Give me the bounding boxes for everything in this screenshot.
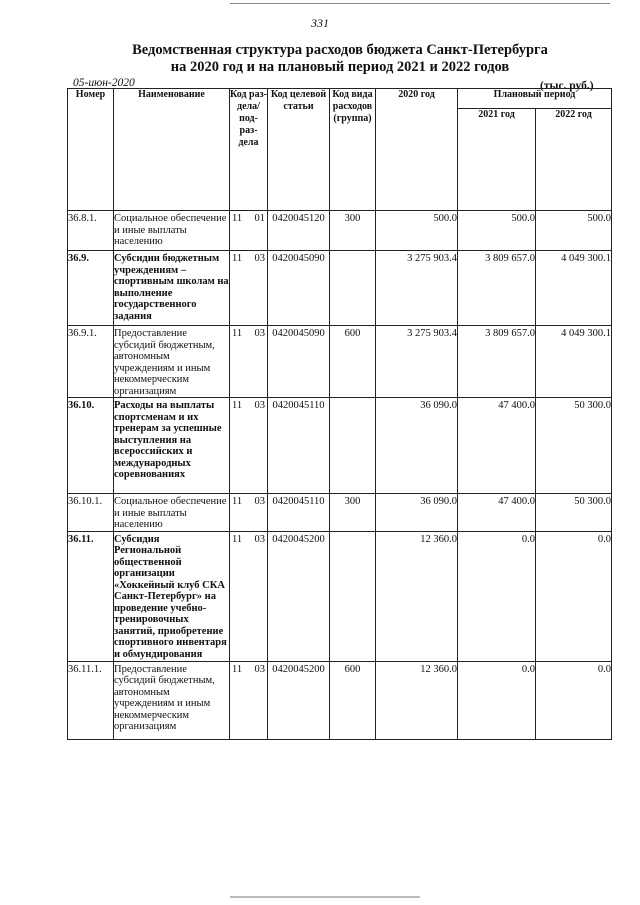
row-subsection: 03: [254, 496, 265, 507]
row-amount-2021: 0.0: [458, 531, 536, 661]
units-label: (тыс. руб.): [540, 80, 594, 92]
row-name: Социальное обеспечение и иные выплаты населению: [114, 494, 230, 532]
row-expense-group: [330, 398, 376, 494]
row-target-code: 0420045090: [268, 326, 330, 398]
row-amount-2021: 47 400.0: [458, 398, 536, 494]
row-number: 36.10.1.: [68, 494, 114, 532]
row-number: 36.8.1.: [68, 211, 114, 251]
table-row: [68, 398, 612, 494]
row-amount-2022: 50 300.0: [536, 494, 612, 532]
header-number: Номер: [68, 89, 114, 211]
row-section: 11: [232, 213, 243, 224]
row-number: 36.9.1.: [68, 326, 114, 398]
table-row: [68, 251, 612, 326]
row-target-code: 0420045120: [268, 211, 330, 251]
row-section-code: [230, 398, 268, 494]
row-section-code: [230, 494, 268, 532]
row-name: Предоставление субсидий бюджетным, автономным учреждениям и иным некоммерческим организациям: [114, 661, 230, 739]
row-amount-2021: 0.0: [458, 661, 536, 739]
budget-table: [67, 88, 612, 740]
table-header: [68, 89, 612, 211]
table-body: [68, 211, 612, 740]
row-subsection: 01: [254, 213, 265, 224]
row-amount-2020: 500.0: [376, 211, 458, 251]
row-section-code: [230, 531, 268, 661]
row-subsection: 03: [254, 663, 265, 675]
row-number: 36.10.: [68, 398, 114, 494]
table-row: [68, 661, 612, 739]
row-subsection: 03: [254, 328, 265, 339]
row-amount-2021: 47 400.0: [458, 494, 536, 532]
row-target-code: 0420045200: [268, 661, 330, 739]
row-expense-group: 300: [330, 211, 376, 251]
document-title-line2: на 2020 год и на плановый период 2021 и 2022 годов: [170, 59, 510, 75]
row-section-code: [230, 251, 268, 326]
row-amount-2020: 36 090.0: [376, 494, 458, 532]
top-rule: [230, 3, 610, 4]
header-planned-period: Плановый период: [458, 89, 612, 109]
row-amount-2020: 12 360.0: [376, 661, 458, 739]
row-target-code: 0420045110: [268, 494, 330, 532]
row-expense-group: [330, 251, 376, 326]
row-amount-2020: 12 360.0: [376, 531, 458, 661]
row-amount-2022: 4 049 300.1: [536, 326, 612, 398]
row-section: 11: [232, 663, 243, 675]
row-number: 36.9.: [68, 251, 114, 326]
bottom-scan-mark: [230, 896, 420, 898]
header-year-2021: 2021 год: [458, 109, 536, 211]
row-name: Расходы на выплаты спортсменам и их тренерам за успешные выступления на всероссийских и международных соревнованиях: [114, 398, 230, 494]
row-number: 36.11.1.: [68, 661, 114, 739]
row-section: 11: [232, 328, 243, 339]
table-row: [68, 211, 612, 251]
row-expense-group: 600: [330, 661, 376, 739]
row-section: 11: [232, 400, 243, 411]
row-subsection: 03: [254, 533, 265, 545]
row-section-code: [230, 211, 268, 251]
document-title-line1: Ведомственная структура расходов бюджета Санкт-Петербурга: [132, 42, 548, 58]
row-amount-2022: 50 300.0: [536, 398, 612, 494]
row-section: 11: [232, 253, 243, 264]
header-expense-group: Код вида расходов (группа): [330, 89, 376, 211]
row-expense-group: 300: [330, 494, 376, 532]
table-row: [68, 531, 612, 661]
row-expense-group: 600: [330, 326, 376, 398]
row-amount-2020: 3 275 903.4: [376, 326, 458, 398]
row-amount-2021: 3 809 657.0: [458, 251, 536, 326]
row-name: Субсидия Региональной общественной организации «Хоккейный клуб СКА Санкт-Петербург» на проведение учебно-тренировочных занятий, приобретение спортивного инвентаря и обмундирования: [114, 531, 230, 661]
table-row: [68, 494, 612, 532]
row-amount-2021: 3 809 657.0: [458, 326, 536, 398]
row-amount-2020: 36 090.0: [376, 398, 458, 494]
row-expense-group: [330, 531, 376, 661]
row-name: Субсидии бюджетным учреждениям – спортивным школам на выполнение государственного задания: [114, 251, 230, 326]
row-amount-2022: 0.0: [536, 531, 612, 661]
row-amount-2022: 4 049 300.1: [536, 251, 612, 326]
row-section: 11: [232, 496, 243, 507]
row-subsection: 03: [254, 400, 265, 411]
row-section-code: [230, 661, 268, 739]
row-amount-2022: 500.0: [536, 211, 612, 251]
header-name: Наименование: [114, 89, 230, 211]
row-section: 11: [232, 533, 243, 545]
header-year-2020: 2020 год: [376, 89, 458, 211]
row-target-code: 0420045110: [268, 398, 330, 494]
header-year-2022: 2022 год: [536, 109, 612, 211]
page-number: 331: [311, 16, 329, 30]
row-amount-2022: 0.0: [536, 661, 612, 739]
row-amount-2021: 500.0: [458, 211, 536, 251]
row-number: 36.11.: [68, 531, 114, 661]
row-amount-2020: 3 275 903.4: [376, 251, 458, 326]
row-name: Предоставление субсидий бюджетным, автономным учреждениям и иным некоммерческим организациям: [114, 326, 230, 398]
table-row: [68, 326, 612, 398]
document-date: 05-июн-2020: [73, 77, 135, 89]
row-target-code: 0420045090: [268, 251, 330, 326]
row-section-code: [230, 326, 268, 398]
row-name: Социальное обеспечение и иные выплаты населению: [114, 211, 230, 251]
row-subsection: 03: [254, 253, 265, 264]
row-target-code: 0420045200: [268, 531, 330, 661]
header-section-code: Код раз- дела/ под- раз- дела: [230, 89, 268, 211]
header-target-code: Код целевой статьи: [268, 89, 330, 211]
